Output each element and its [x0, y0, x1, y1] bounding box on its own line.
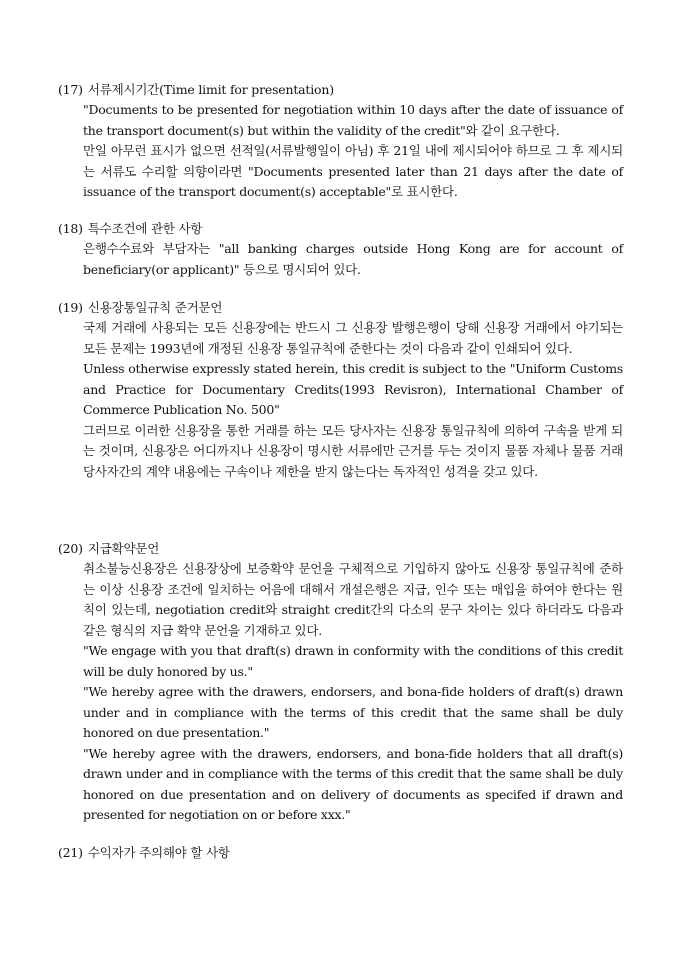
section-heading — [58, 298, 624, 318]
section-title: 신용장통일규칙 준거문언 — [87, 300, 223, 315]
section-number: (21) — [58, 845, 83, 860]
section-special-conditions — [58, 219, 624, 280]
paragraph: 그러므로 이러한 신용장을 통한 거래를 하는 모든 당사자는 신용장 통일규칙에 의하여 구속을 받게 되는 것이며, 신용장은 어디까지나 신용장이 명시한 서류에만 근거를 두는 것이지 물품 자체나 물품 거래 당사자간의 계약 내용에는 구속이나 제한을 받지 않는다는 독자적인 성격을 갖고 있다. — [83, 422, 623, 479]
paragraph: Unless otherwise expressly stated herein, this credit is subject to the "Uniform Customs and Practice for Documentary Credits(1993 Revisron), International Chamber of Commerce Publication No. 500" — [83, 361, 623, 417]
paragraph: "We engage with you that draft(s) drawn in conformity with the conditions of this credit will be duly honored by us." — [83, 643, 623, 679]
section-ucp-clause — [58, 298, 624, 482]
section-heading — [58, 219, 624, 239]
section-time-limit — [58, 80, 624, 203]
section-title: 서류제시기간(Time limit for presentation) — [87, 82, 334, 97]
section-heading — [58, 539, 624, 559]
section-number: (19) — [58, 300, 83, 315]
section-heading — [58, 80, 624, 100]
section-number: (20) — [58, 541, 83, 556]
section-body — [83, 559, 623, 826]
section-body — [83, 318, 623, 482]
section-title: 수익자가 주의해야 할 사항 — [87, 845, 230, 860]
section-title: 특수조건에 관한 사항 — [87, 221, 203, 236]
paragraph: "We hereby agree with the drawers, endorsers, and bona-fide holders of draft(s) drawn under and in compliance with the terms of this credit that the same shall be duly honored on due presentation." — [83, 684, 623, 740]
paragraph: 국제 거래에 사용되는 모든 신용장에는 반드시 그 신용장 발행은행이 당해 신용장 거래에서 야기되는 모든 문제는 1993년에 개정된 신용장 통일규칙에 준한다는 것이 다음과 같이 인쇄되어 있다. — [83, 320, 623, 356]
section-title: 지급확약문언 — [87, 541, 160, 556]
paragraph: 만일 아무런 표시가 없으면 선적일(서류발행일이 아님) 후 21일 내에 제시되어야 하므로 그 후 제시되는 서류도 수리할 의향이라면 "Documents presented later than 21 days after the date of issuance of the transport document(s) acceptable"로 표시한다. — [83, 143, 623, 199]
section-heading — [58, 843, 624, 863]
section-number: (18) — [58, 221, 83, 236]
paragraph: "Documents to be presented for negotiation within 10 days after the date of issuance of the transport document(s) but within the validity of the credit"와 같이 요구한다. — [83, 102, 623, 138]
paragraph: "We hereby agree with the drawers, endorsers, and bona-fide holders that all draft(s) drawn under and in compliance with the terms of this credit that the same shall be duly honored on due presentation and on delivery of documents as specifed if drawn and presented for negotiation on or before xxx." — [83, 745, 623, 822]
section-body — [83, 100, 623, 203]
section-body — [83, 239, 623, 280]
section-beneficiary-notes — [58, 843, 624, 863]
section-number: (17) — [58, 82, 83, 97]
section-payment-undertaking — [58, 539, 624, 826]
paragraph: 은행수수료와 부담자는 "all banking charges outside Hong Kong are for account of beneficiary(or applicant)" 등으로 명시되어 있다. — [83, 241, 623, 277]
paragraph: 취소불능신용장은 신용장상에 보증확약 문언을 구체적으로 기입하지 않아도 신용장 통일규칙에 준하는 이상 신용장 조건에 일치하는 어음에 대해서 개설은행은 지급, 인수 또는 매입을 하여야 한다는 원칙이 있는데, negotiation credit와 straight credit간의 다소의 문구 차이는 있다 하더라도 다음과 같은 형식의 지급 확약 문언을 기재하고 있다. — [83, 561, 623, 638]
